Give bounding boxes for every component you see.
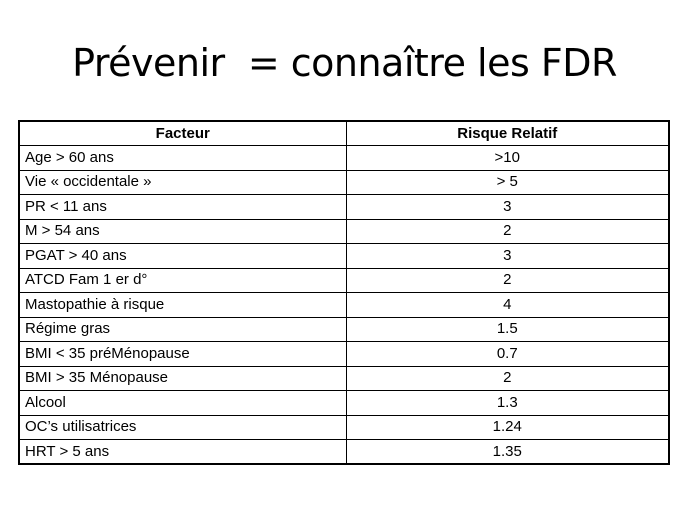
table-row <box>19 317 669 342</box>
table-row <box>19 244 669 269</box>
risk-cell: > 5 <box>346 170 669 195</box>
factor-cell: Régime gras <box>19 317 346 342</box>
table-header-row <box>19 121 669 146</box>
table-row <box>19 195 669 220</box>
factor-cell: BMI > 35 Ménopause <box>19 366 346 391</box>
table-row <box>19 146 669 171</box>
factor-cell: HRT > 5 ans <box>19 440 346 465</box>
risk-cell: 1.35 <box>346 440 669 465</box>
risk-cell: 2 <box>346 268 669 293</box>
table-row <box>19 440 669 465</box>
factor-cell: OC’s utilisatrices <box>19 415 346 440</box>
risk-cell: 3 <box>346 195 669 220</box>
risk-cell: 4 <box>346 293 669 318</box>
table-row <box>19 268 669 293</box>
column-header-factor: Facteur <box>19 121 346 146</box>
factor-cell: PR < 11 ans <box>19 195 346 220</box>
factor-cell: M > 54 ans <box>19 219 346 244</box>
risk-cell: >10 <box>346 146 669 171</box>
factor-cell: BMI < 35 préMénopause <box>19 342 346 367</box>
factor-cell: Age > 60 ans <box>19 146 346 171</box>
risk-cell: 2 <box>346 219 669 244</box>
factor-cell: PGAT > 40 ans <box>19 244 346 269</box>
factor-cell: ATCD Fam 1 er d° <box>19 268 346 293</box>
table-row <box>19 219 669 244</box>
risk-factor-table <box>18 120 670 465</box>
risk-cell: 1.5 <box>346 317 669 342</box>
risk-cell: 1.24 <box>346 415 669 440</box>
factor-cell: Vie « occidentale » <box>19 170 346 195</box>
table-row <box>19 366 669 391</box>
risk-cell: 0.7 <box>346 342 669 367</box>
slide-title: Prévenir = connaître les FDR <box>72 41 617 85</box>
table-row <box>19 415 669 440</box>
table-row <box>19 391 669 416</box>
table-row <box>19 293 669 318</box>
factor-cell: Alcool <box>19 391 346 416</box>
risk-cell: 3 <box>346 244 669 269</box>
risk-cell: 2 <box>346 366 669 391</box>
table-row <box>19 170 669 195</box>
factor-cell: Mastopathie à risque <box>19 293 346 318</box>
column-header-risk: Risque Relatif <box>346 121 669 146</box>
table-row <box>19 342 669 367</box>
risk-cell: 1.3 <box>346 391 669 416</box>
